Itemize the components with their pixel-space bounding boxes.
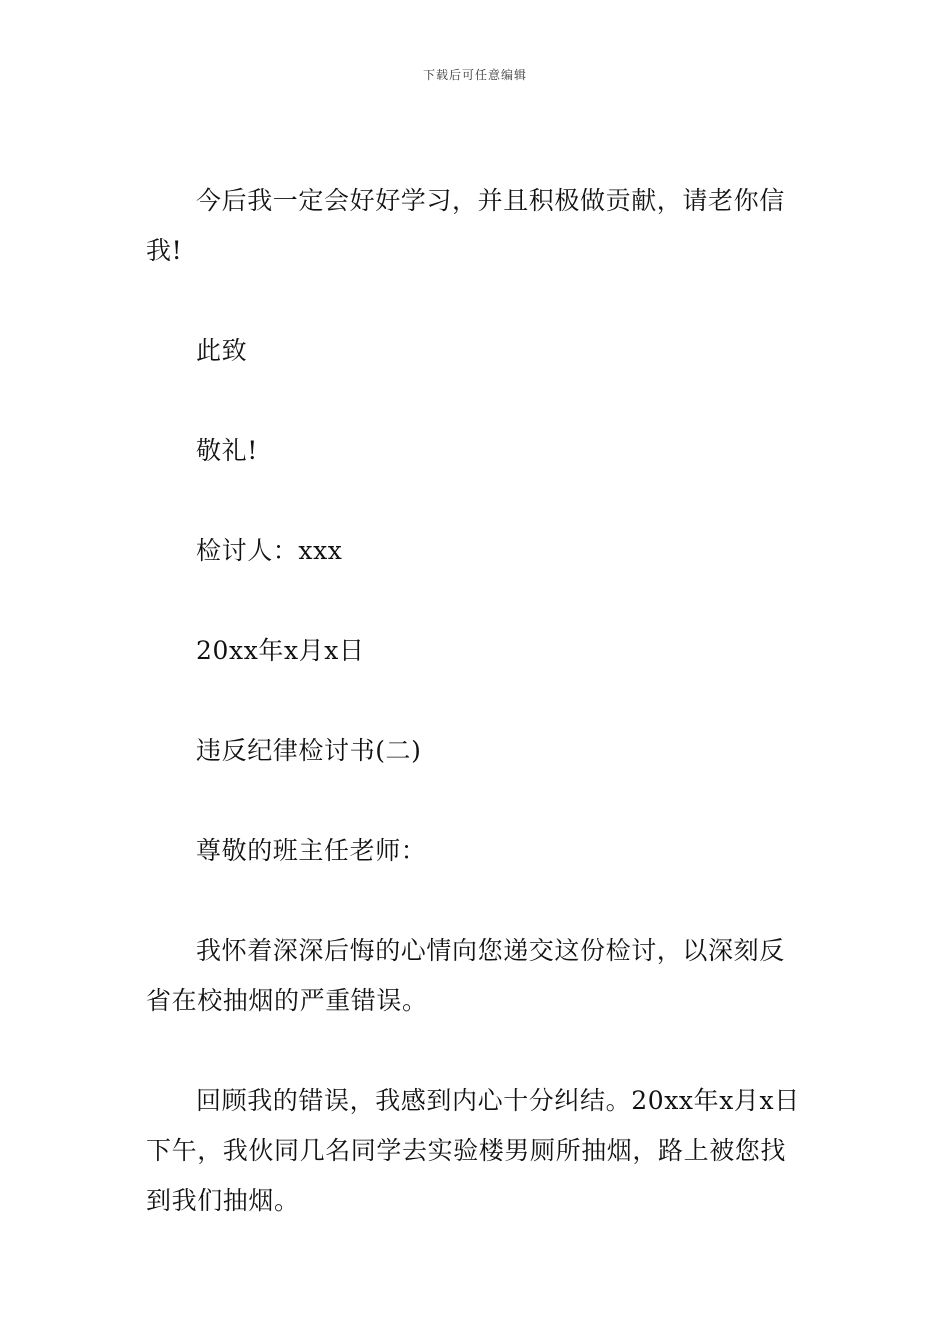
page-header: 下载后可任意编辑	[422, 68, 527, 82]
paragraph-intro: 我怀着深深后悔的心情向您递交这份检讨，以深刻反省在校抽烟的严重错误。	[146, 936, 785, 1015]
date-line: 20xx年x月x日	[196, 636, 365, 665]
closing-salutation: 此致	[196, 336, 248, 365]
signer-line: 检讨人：xxx	[196, 536, 343, 565]
document-body	[146, 176, 808, 1226]
paragraph-promise: 今后我一定会好好学习，并且积极做贡献，请老你信我!	[146, 186, 785, 265]
paragraph-review: 回顾我的错误，我感到内心十分纠结。20xx年x月x日下午，我伙同几名同学去实验楼男厕所抽烟，路上被您找到我们抽烟。	[146, 1086, 800, 1215]
greeting-line: 尊敬的班主任老师：	[196, 836, 427, 865]
section-title: 违反纪律检讨书(二)	[196, 736, 422, 765]
closing-regards: 敬礼!	[196, 436, 258, 465]
